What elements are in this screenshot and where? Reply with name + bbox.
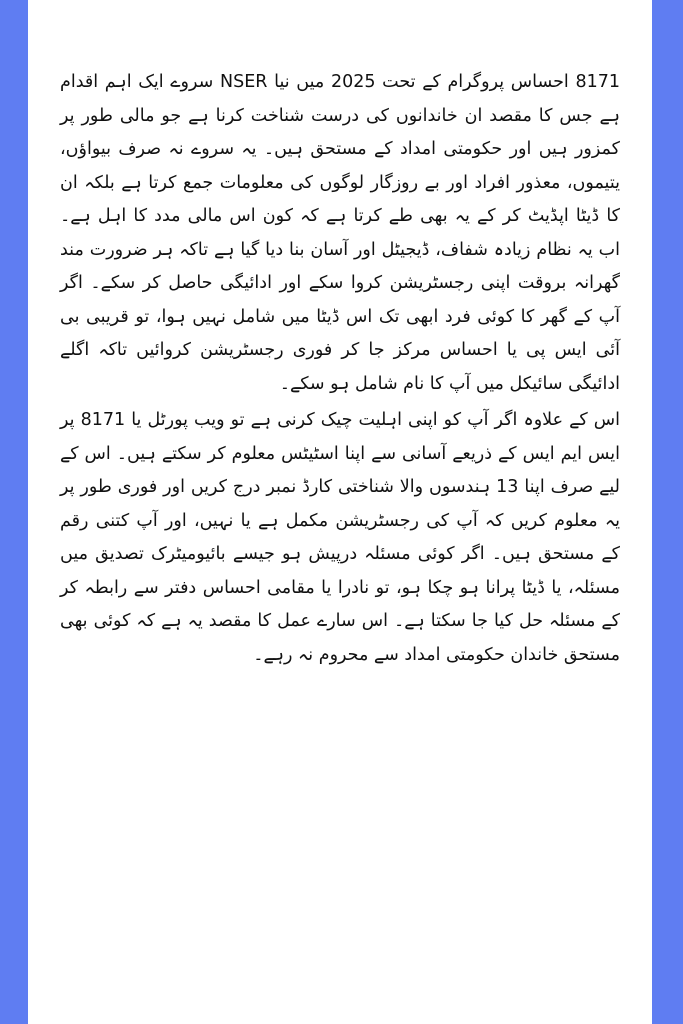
right-border-bar [652, 0, 683, 1024]
paragraph-nser-survey: 8171 احساس پروگرام کے تحت 2025 میں نیا NSER سروے ایک اہم اقدام ہے جس کا مقصد ان خاندانوں کی درست شناخت کرنا ہے جو مالی طور پر کمزور ہیں اور حکومتی امداد کے مستحق ہیں۔ یہ سروے نہ صرف بیواؤں، یتیموں، معذور افراد اور بے روزگار لوگوں کی معلومات جمع کرتا ہے بلکہ ان کا ڈیٹا اپڈیٹ کر کے یہ بھی طے کرتا ہے کہ کون اس مالی مدد کا اہل ہے۔ اب یہ نظام زیادہ شفاف، ڈیجیٹل اور آسان بنا دیا گیا ہے تاکہ ہر ضرورت مند گھرانہ بروقت اپنی رجسٹریشن کروا سکے اور ادائیگی حاصل کر سکے۔ اگر آپ کے گھر کا کوئی فرد ابھی تک اس ڈیٹا میں شامل نہیں ہوا، تو قریبی بی آئی ایس پی یا احساس مرکز جا کر فوری رجسٹریشن کروائیں تاکہ اگلے ادائیگی سائیکل میں آپ کا نام شامل ہو سکے۔ [60, 72, 621, 394]
article-body [60, 66, 620, 672]
left-border-bar [0, 0, 28, 1024]
paragraph-eligibility-check: اس کے علاوہ اگر آپ کو اپنی اہلیت چیک کرنی ہے تو ویب پورٹل یا 8171 پر ایس ایم ایس کے ذریعے آسانی سے اپنا اسٹیٹس معلوم کر سکتے ہیں۔ اس کے لیے صرف اپنا 13 ہندسوں والا شناختی کارڈ نمبر درج کریں اور فوری طور پر یہ معلوم کریں کہ آپ کی رجسٹریشن مکمل ہے یا نہیں، اور آپ کتنی رقم کے مستحق ہیں۔ اگر کوئی مسئلہ درپیش ہو جیسے بائیومیٹرک تصدیق میں مسئلہ، یا ڈیٹا پرانا ہو چکا ہو، تو نادرا یا مقامی احساس دفتر سے رابطہ کر کے مسئلہ حل کیا جا سکتا ہے۔ اس سارے عمل کا مقصد یہ ہے کہ کوئی بھی مستحق خاندان حکومتی امداد سے محروم نہ رہے۔ [60, 410, 620, 665]
